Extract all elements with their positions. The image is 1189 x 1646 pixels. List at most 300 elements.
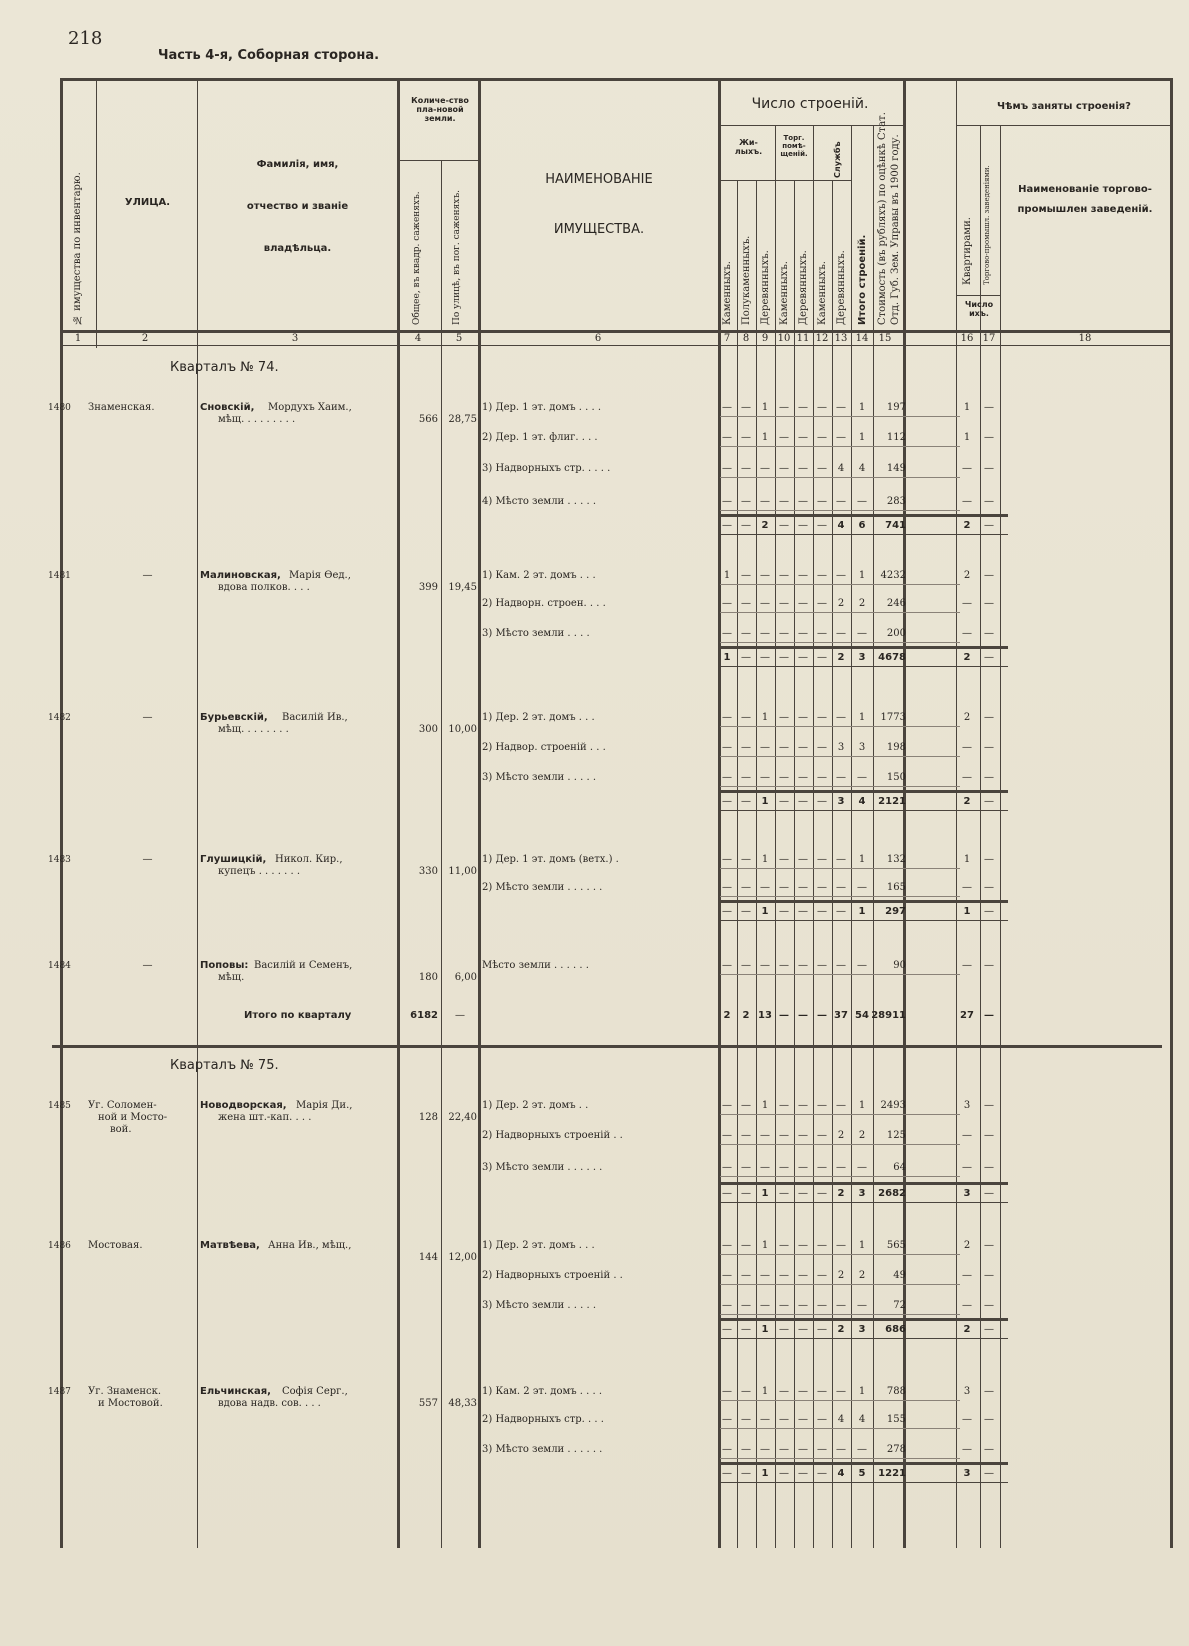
item-rule [720,868,960,869]
value-cell: 132 [886,854,906,865]
owner-title: вдова полков. . . . [218,582,310,593]
count-cell: 37 [834,1010,848,1021]
dash-cell: — [722,1100,732,1111]
dash-cell: — [962,1162,972,1173]
item-rule [720,477,960,478]
item-rule [720,1284,960,1285]
dash-cell: — [857,772,867,783]
value-cell: 197 [886,402,906,413]
dash-cell: — [984,1162,994,1173]
dash-cell: — [857,1300,867,1311]
dash-cell: — [836,1240,846,1251]
dash-cell: — [798,652,808,663]
count-cell: 2 [761,520,769,531]
count-cell: 1 [963,402,971,413]
dash-cell: — [741,1414,751,1425]
land-street: 48,33 [448,1398,477,1409]
dash-cell: — [741,463,751,474]
count-cell: 5 [858,1468,866,1479]
dash-cell: — [817,432,827,443]
count-cell: 1 [761,1188,769,1199]
dash-cell: — [798,463,808,474]
dash-cell: — [722,598,732,609]
dash-cell: — [722,882,732,893]
column-number: 18 [1078,333,1092,344]
dash-cell: — [741,652,751,663]
count-cell: 4 [837,520,845,531]
street-name: — [142,712,153,723]
dash-cell: — [741,882,751,893]
item-rule [720,1114,960,1115]
count-cell: 4 [858,1414,866,1425]
street-name-l2: и Мостовой. [98,1398,163,1409]
quarter-title: Кварталъ № 75. [170,1058,279,1073]
inventory-number: 1486 [48,1241,71,1251]
property-item: 3) Мѣсто земли . . . . . . [482,1162,603,1173]
property-item: 3) Мѣсто земли . . . . . [482,772,596,783]
owner-surname: Сновскій, [200,402,255,413]
dash-cell: — [817,772,827,783]
count-cell: — [798,1010,808,1021]
header-land-total: Общее, въ квадр. саженяхъ. [412,191,422,325]
dash-cell: — [779,463,789,474]
quarter-title: Кварталъ № 74. [170,360,279,375]
dash-cell: — [984,712,994,723]
count-cell: 2 [837,598,845,609]
subtotal-bottom-rule [718,534,1008,535]
dash-cell: — [722,1444,732,1455]
land-total: 330 [418,866,438,877]
column-number: 10 [777,333,791,344]
dash-cell: — [857,960,867,971]
count-cell: 3 [858,742,866,753]
dash-cell: — [962,1414,972,1425]
header-wooden-services: Деревянныхъ. [836,250,847,325]
item-rule [720,510,960,511]
count-cell: 3 [963,1188,971,1199]
header-street: УЛИЦА. [124,197,171,208]
land-total: 557 [418,1398,438,1409]
dash-cell: — [741,1324,751,1335]
dash-cell: — [817,1300,827,1311]
item-rule [720,786,960,787]
count-cell: 1 [858,570,866,581]
subheader-rule [718,180,852,181]
dash-cell: — [817,712,827,723]
count-cell: — [984,1010,994,1021]
property-item: 2) Мѣсто земли . . . . . . [482,882,603,893]
inventory-number: 1482 [48,713,71,723]
owner-given: Василій Ив., [282,712,348,723]
dash-cell: — [798,882,808,893]
subtotal-bottom-rule [718,1202,1008,1203]
header-owner-l2: отчество и званіе [246,201,349,212]
land-street: 10,00 [448,724,477,735]
dash-cell: — [779,1162,789,1173]
dash-cell: — [722,1188,732,1199]
col-rule [60,78,63,1548]
owner-surname: Глушицкій, [200,854,267,865]
dash-cell: — [741,906,751,917]
dash-cell: — [779,1300,789,1311]
dash-cell: — [817,882,827,893]
column-number: 12 [815,333,829,344]
dash-cell: — [779,1414,789,1425]
dash-cell: — [984,570,994,581]
dash-cell: — [722,796,732,807]
count-cell: 3 [963,1468,971,1479]
dash-cell: — [779,1468,789,1479]
dash-cell: — [836,570,846,581]
owner-surname: Бурьевскій, [200,712,268,723]
dash-cell: — [741,772,751,783]
col-rule [197,78,198,1548]
header-property-l2: ИМУЩЕСТВА. [553,222,645,237]
owner-given: Софія Серг., [282,1386,348,1397]
dash-cell: — [962,598,972,609]
dash-cell: — [836,906,846,917]
value-cell: 90 [893,960,906,971]
header-value: Стоимость (въ рубляхъ) по оцѣнкѣ Стат. Отд. Губ. Зем. Управы въ 1900 году. [877,112,901,325]
count-cell: 1 [761,402,769,413]
owner-surname: Новодворская, [200,1100,287,1111]
dash-cell: — [817,496,827,507]
owner-surname: Матвѣева, [200,1240,260,1251]
dash-cell: — [722,463,732,474]
col-rule [96,78,97,348]
column-number: 11 [796,333,810,344]
dash-cell: — [817,1162,827,1173]
dash-cell: — [817,1270,827,1281]
count-cell: 1 [858,1386,866,1397]
dash-cell: — [984,1130,994,1141]
dash-cell: — [722,772,732,783]
item-rule [720,584,960,585]
dash-cell: — [984,1100,994,1111]
count-cell: 1 [761,854,769,865]
header-total-buildings: Итого строеній. [857,234,868,325]
count-cell: 3 [858,1188,866,1199]
dash-cell: — [760,652,770,663]
header-bottom-rule [60,330,1170,333]
column-number: 4 [414,333,422,344]
dash-cell: — [779,520,789,531]
dash-cell: — [722,906,732,917]
dash-cell: — [722,960,732,971]
header-land-street: По улицѣ, въ пог. саженяхъ. [452,190,462,325]
street-name: Мостовая. [88,1240,143,1251]
value-cell: 686 [885,1324,906,1335]
dash-cell: — [836,960,846,971]
count-cell: 1 [858,854,866,865]
dash-cell: — [984,960,994,971]
dash-cell: — [779,432,789,443]
owner-given: Василій и Семенъ, [254,960,353,971]
dash-cell: — [857,496,867,507]
page-number: 218 [68,28,103,49]
dash-cell: — [984,628,994,639]
dash-cell: — [836,772,846,783]
item-rule [720,1458,960,1459]
street-name: Знаменская. [88,402,155,413]
item-rule [720,756,960,757]
subtotal-rule [718,1462,1008,1465]
dash-cell: — [722,854,732,865]
dash-cell: — [857,1444,867,1455]
col-rule [1170,78,1173,1548]
part-title: Часть 4-я, Соборная сторона. [158,48,380,63]
dash-cell: — [779,772,789,783]
count-cell: 3 [858,1324,866,1335]
dash-cell: — [760,742,770,753]
value-cell: 49 [893,1270,906,1281]
land-street: 22,40 [448,1112,477,1123]
dash-cell: — [984,742,994,753]
count-cell: 1 [761,712,769,723]
header-services: Службъ [833,141,842,178]
header-land-qty: Количе-ство пла-новой земли. [411,96,469,123]
count-cell: 3 [963,1100,971,1111]
header-owner-l3: владѣльца. [263,243,332,254]
dash-cell: — [817,1130,827,1141]
count-cell: — [817,1010,827,1021]
dash-cell: — [798,854,808,865]
header-trade-name: Наименованіе торгово-промышлен заведеній. [1017,184,1153,215]
land-street: 6,00 [454,972,477,983]
column-number: 5 [455,333,463,344]
item-rule [720,726,960,727]
value-cell: 283 [886,496,906,507]
count-cell: — [779,1010,789,1021]
count-cell: 4 [858,796,866,807]
land-total: 300 [418,724,438,735]
dash-cell: — [984,402,994,413]
count-cell: 1 [761,432,769,443]
dash-cell: — [836,854,846,865]
dash-cell: — [722,742,732,753]
dash-cell: — [798,1270,808,1281]
count-cell: 54 [855,1010,869,1021]
dash-cell: — [722,1414,732,1425]
dash-cell: — [798,742,808,753]
dash-cell: — [817,1444,827,1455]
dash-cell: — [779,1240,789,1251]
value-cell: 2682 [878,1188,906,1199]
dash-cell: — [984,882,994,893]
dash-cell: — [741,628,751,639]
header-stone-residential: Каменныхъ. [722,261,733,325]
inventory-number: 1483 [48,855,71,865]
dash-cell: — [779,1444,789,1455]
dash-cell: — [984,1386,994,1397]
count-cell: 1 [761,1100,769,1111]
dash-cell: — [798,1100,808,1111]
dash-cell: — [798,1414,808,1425]
count-cell: 2 [963,570,971,581]
count-cell: 1 [858,1240,866,1251]
dash-cell: — [836,712,846,723]
owner-given: Марія Ди., [296,1100,353,1111]
dash-cell: — [817,1468,827,1479]
value-cell: 198 [886,742,906,753]
dash-cell: — [741,520,751,531]
subtotal-rule [718,514,1008,517]
value-cell: 1221 [878,1468,906,1479]
dash-cell: — [741,712,751,723]
count-cell: 1 [963,906,971,917]
property-item: 3) Мѣсто земли . . . . . . [482,1444,603,1455]
dash-cell: — [798,1444,808,1455]
dash-cell: — [798,796,808,807]
dash-cell: — [984,463,994,474]
inventory-number: 1485 [48,1101,71,1111]
value-cell: 246 [886,598,906,609]
subtotal-bottom-rule [718,1338,1008,1339]
dash-cell: — [962,1130,972,1141]
item-rule [720,1176,960,1177]
header-trade-est: Торгово-промышл. заведеніями. [983,165,991,285]
property-item: Мѣсто земли . . . . . . [482,960,589,971]
column-number: 8 [742,333,750,344]
dash-cell: — [984,496,994,507]
dash-cell: — [798,906,808,917]
dash-cell: — [779,712,789,723]
column-number: 9 [761,333,769,344]
inventory-number: 1481 [48,571,71,581]
owner-title: купецъ . . . . . . . [218,866,301,877]
count-cell: 2 [963,1324,971,1335]
dash-cell: — [817,402,827,413]
value-cell: 4232 [880,570,906,581]
dash-cell: — [722,712,732,723]
dash-cell: — [722,1162,732,1173]
dash-cell: — [722,496,732,507]
item-rule [720,974,960,975]
count-cell: 2 [858,598,866,609]
count-cell: 2 [837,1324,845,1335]
dash-cell: — [836,1300,846,1311]
subheader-rule [398,160,478,161]
count-cell: 3 [837,796,845,807]
dash-cell: — [836,882,846,893]
quarter-total-land: 6182 [410,1010,438,1021]
dash-cell: — [836,432,846,443]
column-number: 14 [855,333,869,344]
count-cell: 2 [837,1188,845,1199]
dash-cell: — [836,402,846,413]
property-item: 3) Надворныхъ стр. . . . . [482,463,611,474]
count-cell: 27 [960,1010,974,1021]
dash-cell: — [984,854,994,865]
col-rule [1000,125,1001,1548]
value-cell: 2121 [878,796,906,807]
value-cell: 125 [886,1130,906,1141]
dash-cell: — [741,1270,751,1281]
dash-cell: — [836,628,846,639]
dash-cell: — [798,1300,808,1311]
count-cell: 2 [837,652,845,663]
count-cell: 2 [963,652,971,663]
count-cell: 2 [963,1240,971,1251]
dash-cell: — [798,1240,808,1251]
subtotal-rule [718,900,1008,903]
count-cell: 1 [761,1386,769,1397]
property-item: 1) Дер. 1 эт. домъ . . . . [482,402,602,413]
column-number: 17 [982,333,996,344]
dash-cell: — [722,1386,732,1397]
dash-cell: — [962,1444,972,1455]
header-property-l1: НАИМЕНОВАНІЕ [545,172,653,187]
dash-cell: — [779,742,789,753]
dash-cell: — [760,960,770,971]
dash-cell: — [741,496,751,507]
column-number: 3 [291,333,299,344]
dash-cell: — [741,854,751,865]
item-rule [720,896,960,897]
dash-cell: — [741,1162,751,1173]
street-name: Уг. Соломен- [88,1100,157,1111]
count-cell: 1 [761,796,769,807]
dash-cell: — [760,1270,770,1281]
count-cell: 3 [837,742,845,753]
item-rule [720,1254,960,1255]
dash-cell: — [817,652,827,663]
count-cell: 4 [837,463,845,474]
inventory-number: 1480 [48,403,71,413]
header-buildings-count: Число строеній. [751,96,869,112]
header-stone-commercial: Каменныхъ. [779,261,790,325]
col-rule [397,78,400,1548]
land-street: 12,00 [448,1252,477,1263]
column-number: 15 [878,333,892,344]
dash-cell: — [817,1324,827,1335]
street-name: Уг. Знаменск. [88,1386,162,1397]
owner-surname: Поповы: [200,960,249,971]
dash-cell: — [760,570,770,581]
value-cell: 278 [886,1444,906,1455]
owner-given: Мордухъ Хаим., [268,402,352,413]
dash-cell: — [798,772,808,783]
dash-cell: — [817,1386,827,1397]
dash-cell: — [817,906,827,917]
dash-cell: — [741,1386,751,1397]
count-cell: 1 [761,906,769,917]
dash-cell: — [798,570,808,581]
header-owner-l1: Фамилія, имя, [256,159,339,170]
count-cell: 1 [858,906,866,917]
dash-cell: — [760,772,770,783]
dash-cell: — [962,1270,972,1281]
land-total: 180 [418,972,438,983]
land-total: 144 [418,1252,438,1263]
item-rule [720,416,960,417]
dash-cell: — [857,1162,867,1173]
property-item: 4) Мѣсто земли . . . . . [482,496,596,507]
count-cell: 4 [837,1414,845,1425]
dash-cell: — [741,432,751,443]
dash-cell: — [984,1300,994,1311]
dash-cell: — [984,1188,994,1199]
table-top-rule [60,78,1170,81]
dash-cell: — [984,1324,994,1335]
land-street: 19,45 [448,582,477,593]
dash-cell: — [817,520,827,531]
owner-title: мѣщ. . . . . . . . [218,724,289,735]
quarter-separator [52,1045,1162,1048]
dash-cell: — [798,1324,808,1335]
header-residential: Жи-лыхъ. [734,138,763,156]
dash-cell: — [722,1468,732,1479]
